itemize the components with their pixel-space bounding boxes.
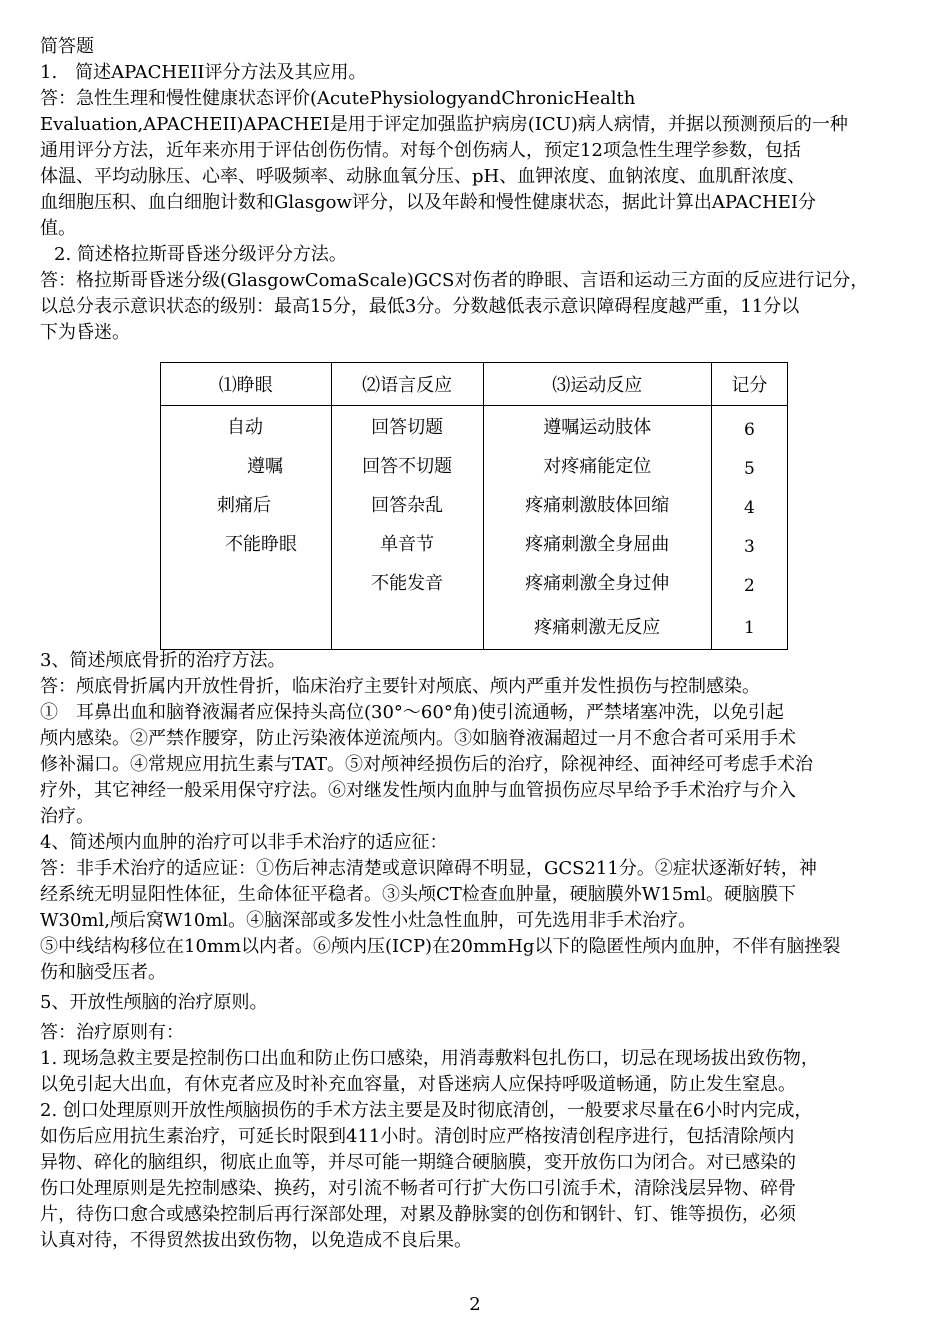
motor-item: 疼痛刺激全身过伸	[525, 573, 670, 594]
answer-4-line: 经系统无明显阳性体征，生命体征平稳者。③头颅CT检查血肿量，硬脑膜外W15ml。硬脑膜下	[40, 884, 797, 905]
answer-4-line: 答：非手术治疗的适应证：①伤后神志清楚或意识障碍不明显，GCS211分。②症状逐渐好转，神	[40, 858, 817, 879]
question-1: 1. 简述APACHEII评分方法及其应用。	[40, 62, 367, 83]
question-3: 3、简述颅底骨折的治疗方法。	[40, 650, 286, 671]
answer-1-line: 值。	[40, 218, 76, 239]
motor-item: 疼痛刺激全身屈曲	[525, 534, 670, 555]
answer-2-line: 下为昏迷。	[40, 322, 130, 343]
answer-3-line: 修补漏口。④常规应用抗生素与TAT。⑤对颅神经损伤后的治疗，除视神经、面神经可考虑手术治	[40, 754, 814, 775]
header-motor: ⑶运动反应	[483, 363, 711, 406]
answer-1-line: 体温、平均动脉压、心率、呼吸频率、动脉血氧分压、pH、血钾浓度、血钠浓度、血肌酐浓度、	[40, 166, 806, 187]
answer-1-line: 血细胞压积、血白细胞计数和Glasgow评分，以及年龄和慢性健康状态，据此计算出APACHEI分	[40, 192, 817, 213]
answer-5-line: 伤口处理原则是先控制感染、换药，对引流不畅者可行扩大伤口引流手术，清除浅层异物、碎骨	[40, 1178, 796, 1199]
header-score: 记分	[711, 363, 787, 406]
answer-3-line: 治疗。	[40, 806, 94, 827]
motor-item: 疼痛刺激肢体回缩	[525, 495, 670, 516]
eye-item: 遵嘱	[247, 456, 283, 477]
score-item: 6	[743, 420, 755, 440]
answer-3-line: 答：颅底骨折属内开放性骨折，临床治疗主要针对颅底、颅内严重并发性损伤与控制感染。	[40, 676, 760, 697]
header-eye: ⑴睁眼	[161, 363, 332, 406]
answer-5-line: 认真对待，不得贸然拔出致伤物，以免造成不良后果。	[40, 1230, 472, 1251]
answer-4-line: W30ml,颅后窝W10ml。④脑深部或多发性小灶急性血肿，可先选用非手术治疗。	[40, 910, 697, 931]
verbal-item: 回答切题	[371, 417, 444, 438]
score-item: 3	[743, 537, 755, 557]
answer-2-line: 答：格拉斯哥昏迷分级(GlasgowComaScale)GCS对伤者的睁眼、言语和运动三方面的反应进行记分，	[40, 270, 869, 291]
document-lower	[40, 648, 920, 1254]
answer-5-line: 2. 创口处理原则开放性颅脑损伤的手术方法主要是及时彻底清创，一般要求尽量在6小时内完成，	[40, 1100, 813, 1121]
question-5: 5、开放性颅脑的治疗原则。	[40, 992, 268, 1013]
question-4: 4、简述颅内血肿的治疗可以非手术治疗的适应征：	[40, 832, 448, 853]
verbal-item: 不能发音	[371, 573, 444, 594]
eye-column	[161, 406, 332, 650]
gcs-table-body-row	[161, 406, 788, 650]
verbal-item: 回答不切题	[362, 456, 453, 477]
gcs-table	[160, 362, 788, 650]
answer-1-line: 答：急性生理和慢性健康状态评价(AcutePhysiologyandChronicHealth	[40, 88, 636, 109]
section-heading: 简答题	[40, 36, 94, 57]
eye-item: 不能睁眼	[225, 534, 297, 555]
motor-item: 对疼痛能定位	[543, 456, 652, 477]
score-column	[711, 406, 787, 650]
verbal-column	[331, 406, 483, 650]
answer-5-line: 以免引起大出血，有休克者应及时补充血容量，对昏迷病人应保持呼吸道畅通，防止发生窒息。	[40, 1074, 796, 1095]
answer-5-line: 1. 现场急救主要是控制伤口出血和防止伤口感染，用消毒敷料包扎伤口，切忌在现场拔出致伤物，	[40, 1048, 819, 1069]
score-item: 5	[743, 459, 755, 479]
answer-2-line: 以总分表示意识状态的级别：最高15分，最低3分。分数越低表示意识障碍程度越严重，11分以	[40, 296, 800, 317]
answer-5-line: 如伤后应用抗生素治疗，可延长时限到411小时。清创时应严格按清创程序进行，包括清除颅内	[40, 1126, 795, 1147]
score-item: 1	[743, 618, 755, 638]
page-number: 2	[469, 1294, 481, 1315]
answer-3	[40, 674, 920, 830]
answer-2	[40, 268, 920, 346]
eye-item: 刺痛后	[217, 495, 271, 516]
answer-4-line: ⑤中线结构移位在10mm以内者。⑥颅内压(ICP)在20mmHg以下的隐匿性颅内血肿，不伴有脑挫裂	[40, 936, 841, 957]
eye-item: 自动	[227, 417, 263, 438]
motor-item: 遵嘱运动肢体	[543, 417, 652, 438]
answer-3-line: 疗外，其它神经一般采用保守疗法。⑥对继发性颅内血肿与血管损伤应尽早给予手术治疗与介入	[40, 780, 796, 801]
answer-3-line: ① 耳鼻出血和脑脊液漏者应保持头高位(30°～60°角)使引流通畅，严禁堵塞冲洗，以免引起	[40, 702, 784, 723]
score-item: 4	[743, 498, 755, 518]
verbal-item: 回答杂乱	[371, 495, 444, 516]
answer-1-line: Evaluation,APACHEII)APACHEI是用于评定加强监护病房(ICU)病人病情，并据以预测预后的一种	[40, 114, 848, 135]
answer-5-line: 片，待伤口愈合或感染控制后再行深部处理，对累及静脉窦的创伤和钢针、钉、锥等损伤，必须	[40, 1204, 796, 1225]
answer-5-line: 答：治疗原则有：	[40, 1022, 184, 1043]
answer-4	[40, 856, 920, 986]
answer-1	[40, 86, 920, 242]
answer-3-line: 颅内感染。②严禁作腰穿，防止污染液体逆流颅内。③如脑脊液漏超过一月不愈合者可采用手术	[40, 728, 796, 749]
answer-4-line: 伤和脑受压者。	[40, 962, 166, 983]
verbal-item: 单音节	[380, 534, 435, 555]
document-upper	[40, 34, 920, 346]
answer-1-line: 通用评分方法，近年来亦用于评估创伤伤情。对每个创伤病人，预定12项急性生理学参数，包括	[40, 140, 801, 161]
gcs-table-header-row	[161, 363, 788, 406]
answer-5-line: 异物、碎化的脑组织，彻底止血等，并尽可能一期缝合硬脑膜，变开放伤口为闭合。对已感染的	[40, 1152, 796, 1173]
motor-column	[483, 406, 711, 650]
score-item: 2	[743, 576, 755, 596]
question-2: 2. 简述格拉斯哥昏迷分级评分方法。	[54, 244, 347, 265]
motor-item: 疼痛刺激无反应	[534, 617, 661, 638]
answer-5	[40, 1020, 920, 1254]
header-verbal: ⑵语言反应	[331, 363, 483, 406]
